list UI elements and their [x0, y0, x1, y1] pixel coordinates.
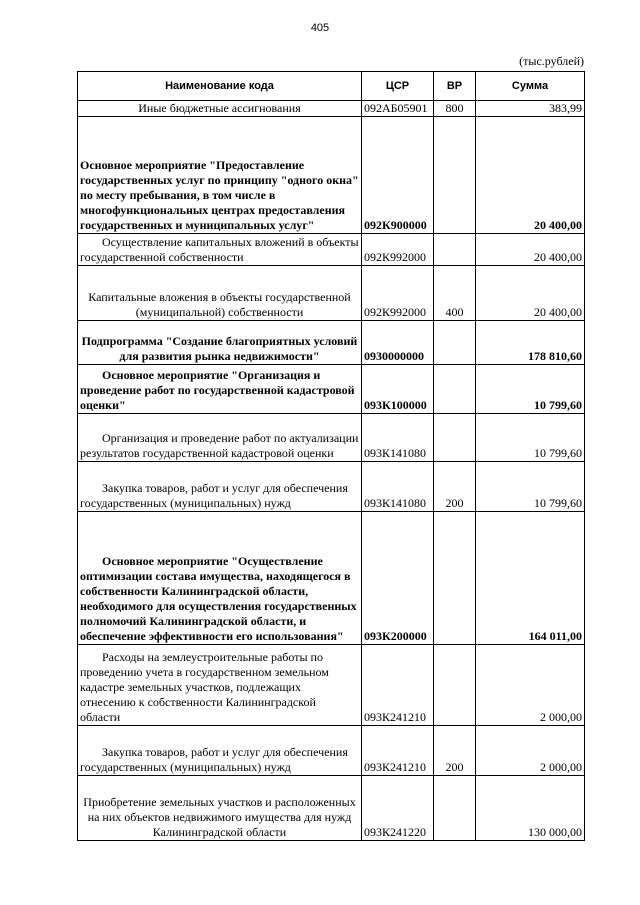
- table-row: [78, 117, 585, 234]
- row-csr: 092АБ05901: [362, 101, 434, 117]
- row-sum: 10 799,60: [476, 365, 585, 414]
- row-sum: 2 000,00: [476, 645, 585, 726]
- table-row: [78, 776, 585, 841]
- row-sum: 20 400,00: [476, 117, 585, 234]
- table-row: [78, 462, 585, 512]
- row-name: Закупка товаров, работ и услуг для обеспечения государственных (муниципальных) нужд: [78, 462, 362, 512]
- row-sum: 10 799,60: [476, 462, 585, 512]
- row-csr: 093К241210: [362, 645, 434, 726]
- row-sum: 20 400,00: [476, 234, 585, 266]
- row-csr: 093К141080: [362, 462, 434, 512]
- row-vr: [434, 365, 476, 414]
- row-name: Капитальные вложения в объекты государственной (муниципальной) собственности: [78, 266, 362, 321]
- table-row: [78, 101, 585, 117]
- header-name: Наименование кода: [78, 72, 362, 101]
- table-row: [78, 234, 585, 266]
- row-name: Организация и проведение работ по актуализации результатов государственной кадастровой оценки: [78, 414, 362, 462]
- row-csr: 092К992000: [362, 234, 434, 266]
- table-header-row: [78, 72, 585, 101]
- row-vr: [434, 776, 476, 841]
- row-vr: [434, 321, 476, 365]
- page-number: 405: [310, 22, 330, 34]
- table-row: [78, 365, 585, 414]
- row-vr: 200: [434, 726, 476, 776]
- row-name: Подпрограмма "Создание благоприятных условий для развития рынка недвижимости": [78, 321, 362, 365]
- row-sum: 2 000,00: [476, 726, 585, 776]
- row-vr: 200: [434, 462, 476, 512]
- row-name: Расходы на землеустроительные работы по проведению учета в государственном земельном кадастре земельных участков, подлежащих отнесению к собственности Калининградской области: [78, 645, 362, 726]
- row-vr: [434, 512, 476, 645]
- row-sum: 20 400,00: [476, 266, 585, 321]
- row-name: Основное мероприятие "Организация и проведение работ по государственной кадастровой оценки": [78, 365, 362, 414]
- row-vr: [434, 117, 476, 234]
- row-sum: 10 799,60: [476, 414, 585, 462]
- row-sum: 178 810,60: [476, 321, 585, 365]
- row-vr: 400: [434, 266, 476, 321]
- table-row: [78, 414, 585, 462]
- row-sum: 383,99: [476, 101, 585, 117]
- row-csr: 093К241210: [362, 726, 434, 776]
- row-sum: 130 000,00: [476, 776, 585, 841]
- row-csr: 093К141080: [362, 414, 434, 462]
- table-row: [78, 321, 585, 365]
- table-row: [78, 726, 585, 776]
- row-vr: 800: [434, 101, 476, 117]
- table-row: [78, 645, 585, 726]
- units-label: (тыс.рублей): [519, 54, 584, 68]
- row-csr: 093К100000: [362, 365, 434, 414]
- table-row: [78, 266, 585, 321]
- row-name: Иные бюджетные ассигнования: [78, 101, 362, 117]
- row-sum: 164 011,00: [476, 512, 585, 645]
- header-vr: ВР: [434, 72, 476, 101]
- row-vr: [434, 234, 476, 266]
- row-csr: 0930000000: [362, 321, 434, 365]
- row-vr: [434, 414, 476, 462]
- row-vr: [434, 645, 476, 726]
- row-name: Осуществление капитальных вложений в объекты государственной собственности: [78, 234, 362, 266]
- row-name: Основное мероприятие "Осуществление оптимизации состава имущества, находящегося в собственности Калининградской области, необходимого для осуществления государственных полномочий Калининградской области, и обеспечение эффективности его использования": [78, 512, 362, 645]
- row-name: Основное мероприятие "Предоставление государственных услуг по принципу "одного окна" по месту пребывания, в том числе в многофункциональных центрах предоставления государственных и муниципальных услуг": [78, 117, 362, 234]
- budget-table: [77, 71, 585, 841]
- row-name: Приобретение земельных участков и расположенных на них объектов недвижимого имущества для нужд Калининградской области: [78, 776, 362, 841]
- header-sum: Сумма: [476, 72, 585, 101]
- row-csr: 093К200000: [362, 512, 434, 645]
- row-csr: 092К992000: [362, 266, 434, 321]
- row-name: Закупка товаров, работ и услуг для обеспечения государственных (муниципальных) нужд: [78, 726, 362, 776]
- table-row: [78, 512, 585, 645]
- row-csr: 092К900000: [362, 117, 434, 234]
- header-csr: ЦСР: [362, 72, 434, 101]
- row-csr: 093К241220: [362, 776, 434, 841]
